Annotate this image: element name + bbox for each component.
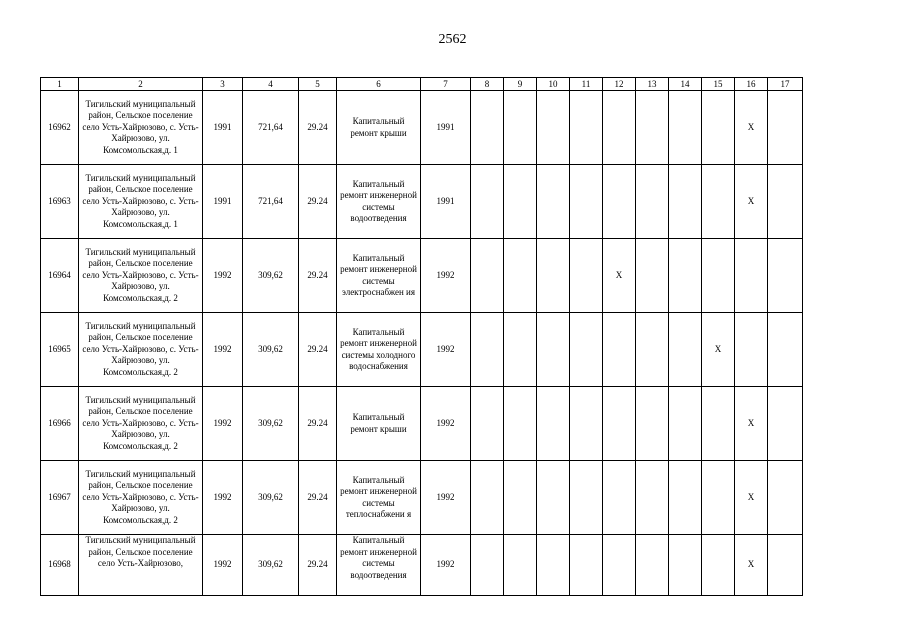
mark-cell-col-15: X: [702, 313, 735, 387]
mark-cell-col-15: [702, 91, 735, 165]
mark-cell-col-8: [471, 535, 504, 596]
mark-cell-col-10: [537, 313, 570, 387]
mark-cell-col-15: [702, 165, 735, 239]
mark-cell-col-9: [504, 387, 537, 461]
column-header: 2: [79, 78, 203, 91]
mark-cell-col-10: [537, 239, 570, 313]
mark-cell-col-17: [768, 387, 803, 461]
mark-cell-col-15: [702, 535, 735, 596]
mark-cell-col-17: [768, 91, 803, 165]
mark-cell-col-16: X: [735, 165, 768, 239]
column-header: 15: [702, 78, 735, 91]
area-cell: 721,64: [243, 91, 299, 165]
mark-cell-col-14: [669, 239, 702, 313]
address-cell: [79, 239, 203, 313]
mark-cell-col-12: [603, 313, 636, 387]
mark-cell-col-11: [570, 239, 603, 313]
column-header: 13: [636, 78, 669, 91]
mark-cell-col-13: [636, 239, 669, 313]
work-type-cell: [337, 165, 421, 239]
work-type-cell: [337, 91, 421, 165]
address-text: Тигильский муниципальный район, Сельское поселение село Усть-Хайрюзово, с. Усть-Хайрюзово, ул. Комсомольская,д. 1: [82, 98, 199, 155]
rate-cell: 29.24: [299, 387, 337, 461]
mark-cell-col-9: [504, 165, 537, 239]
mark-cell-col-13: [636, 387, 669, 461]
mark-cell-col-12: [603, 165, 636, 239]
mark-cell-col-16: X: [735, 387, 768, 461]
mark-cell-col-9: [504, 91, 537, 165]
mark-cell-col-14: [669, 535, 702, 596]
mark-cell-col-14: [669, 461, 702, 535]
build-year-cell: 1992: [203, 313, 243, 387]
mark-cell-col-17: [768, 313, 803, 387]
mark-cell-col-13: [636, 461, 669, 535]
mark-cell-col-10: [537, 387, 570, 461]
mark-cell-col-17: [768, 535, 803, 596]
area-cell: 309,62: [243, 313, 299, 387]
column-header: 5: [299, 78, 337, 91]
mark-cell-col-11: [570, 387, 603, 461]
area-cell: 309,62: [243, 239, 299, 313]
record-id-cell: 16965: [41, 313, 79, 387]
year-cell: 1991: [421, 165, 471, 239]
mark-cell-col-13: [636, 165, 669, 239]
mark-cell-col-11: [570, 91, 603, 165]
build-year-cell: 1991: [203, 165, 243, 239]
column-header: 9: [504, 78, 537, 91]
mark-cell-col-17: [768, 165, 803, 239]
build-year-cell: 1992: [203, 387, 243, 461]
work-type-text: Капитальный ремонт инженерной системы холодного водоснабжения: [340, 326, 417, 371]
mark-cell-col-14: [669, 91, 702, 165]
table-row: [41, 313, 803, 387]
record-id-cell: 16967: [41, 461, 79, 535]
column-header: 4: [243, 78, 299, 91]
mark-cell-col-12: [603, 535, 636, 596]
work-type-text: Капитальный ремонт инженерной системы водоотведения: [340, 178, 417, 223]
table-row: [41, 535, 803, 596]
mark-cell-col-10: [537, 91, 570, 165]
work-type-cell: [337, 239, 421, 313]
mark-cell-col-11: [570, 535, 603, 596]
work-type-cell: [337, 387, 421, 461]
column-header: 14: [669, 78, 702, 91]
area-cell: 309,62: [243, 461, 299, 535]
address-cell: [79, 387, 203, 461]
work-type-text: Капитальный ремонт крыши: [350, 116, 407, 138]
address-text: Тигильский муниципальный район, Сельское поселение село Усть-Хайрюзово, с. Усть-Хайрюзово, ул. Комсомольская,д. 2: [82, 468, 199, 525]
mark-cell-col-14: [669, 387, 702, 461]
rate-cell: 29.24: [299, 313, 337, 387]
work-type-cell: [337, 535, 421, 596]
area-cell: 309,62: [243, 535, 299, 596]
mark-cell-col-8: [471, 239, 504, 313]
table-row: [41, 461, 803, 535]
year-cell: 1992: [421, 535, 471, 596]
address-text: Тигильский муниципальный район, Сельское поселение село Усть-Хайрюзово, с. Усть-Хайрюзово, ул. Комсомольская,д. 1: [82, 172, 199, 229]
year-cell: 1992: [421, 461, 471, 535]
mark-cell-col-16: X: [735, 535, 768, 596]
column-number-row: [41, 78, 803, 91]
year-cell: 1992: [421, 387, 471, 461]
column-header: 8: [471, 78, 504, 91]
address-cell: [79, 461, 203, 535]
build-year-cell: 1991: [203, 91, 243, 165]
mark-cell-col-12: [603, 91, 636, 165]
table-row: [41, 165, 803, 239]
build-year-cell: 1992: [203, 461, 243, 535]
address-cell: [79, 535, 203, 596]
rate-cell: 29.24: [299, 535, 337, 596]
mark-cell-col-15: [702, 387, 735, 461]
table-row: [41, 239, 803, 313]
build-year-cell: 1992: [203, 535, 243, 596]
register-table: [40, 77, 803, 596]
mark-cell-col-16: X: [735, 461, 768, 535]
record-id-cell: 16963: [41, 165, 79, 239]
mark-cell-col-16: X: [735, 91, 768, 165]
mark-cell-col-17: [768, 461, 803, 535]
year-cell: 1992: [421, 313, 471, 387]
mark-cell-col-8: [471, 91, 504, 165]
work-type-text: Капитальный ремонт инженерной системы электроснабжен ия: [340, 252, 417, 297]
mark-cell-col-11: [570, 461, 603, 535]
area-cell: 309,62: [243, 387, 299, 461]
year-cell: 1992: [421, 239, 471, 313]
mark-cell-col-10: [537, 165, 570, 239]
column-header: 11: [570, 78, 603, 91]
mark-cell-col-15: [702, 461, 735, 535]
mark-cell-col-15: [702, 239, 735, 313]
column-header: 6: [337, 78, 421, 91]
rate-cell: 29.24: [299, 239, 337, 313]
table-row: [41, 91, 803, 165]
mark-cell-col-9: [504, 535, 537, 596]
page-number: 2562: [438, 32, 467, 47]
work-type-text: Капитальный ремонт инженерной системы теплоснабжени я: [340, 474, 417, 519]
mark-cell-col-10: [537, 535, 570, 596]
mark-cell-col-8: [471, 461, 504, 535]
column-header: 16: [735, 78, 768, 91]
address-text: Тигильский муниципальный район, Сельское поселение село Усть-Хайрюзово,: [85, 535, 196, 568]
address-text: Тигильский муниципальный район, Сельское поселение село Усть-Хайрюзово, с. Усть-Хайрюзово, ул. Комсомольская,д. 2: [82, 320, 199, 377]
mark-cell-col-12: [603, 461, 636, 535]
mark-cell-col-11: [570, 165, 603, 239]
mark-cell-col-12: [603, 387, 636, 461]
column-header: 3: [203, 78, 243, 91]
mark-cell-col-14: [669, 313, 702, 387]
address-cell: [79, 91, 203, 165]
area-cell: 721,64: [243, 165, 299, 239]
mark-cell-col-8: [471, 165, 504, 239]
mark-cell-col-12: X: [603, 239, 636, 313]
mark-cell-col-13: [636, 535, 669, 596]
table-body: [41, 78, 803, 596]
column-header: 17: [768, 78, 803, 91]
year-cell: 1991: [421, 91, 471, 165]
work-type-text: Капитальный ремонт крыши: [350, 412, 407, 434]
address-text: Тигильский муниципальный район, Сельское поселение село Усть-Хайрюзово, с. Усть-Хайрюзово, ул. Комсомольская,д. 2: [82, 394, 199, 451]
column-header: 12: [603, 78, 636, 91]
record-id-cell: 16968: [41, 535, 79, 596]
column-header: 10: [537, 78, 570, 91]
record-id-cell: 16966: [41, 387, 79, 461]
column-header: 7: [421, 78, 471, 91]
work-type-cell: [337, 461, 421, 535]
mark-cell-col-13: [636, 313, 669, 387]
column-header: 1: [41, 78, 79, 91]
mark-cell-col-13: [636, 91, 669, 165]
address-cell: [79, 313, 203, 387]
record-id-cell: 16964: [41, 239, 79, 313]
rate-cell: 29.24: [299, 461, 337, 535]
address-cell: [79, 165, 203, 239]
mark-cell-col-11: [570, 313, 603, 387]
mark-cell-col-14: [669, 165, 702, 239]
build-year-cell: 1992: [203, 239, 243, 313]
mark-cell-col-16: [735, 239, 768, 313]
mark-cell-col-16: [735, 313, 768, 387]
address-text: Тигильский муниципальный район, Сельское поселение село Усть-Хайрюзово, с. Усть-Хайрюзово, ул. Комсомольская,д. 2: [82, 246, 199, 303]
rate-cell: 29.24: [299, 91, 337, 165]
mark-cell-col-9: [504, 239, 537, 313]
table-row: [41, 387, 803, 461]
mark-cell-col-10: [537, 461, 570, 535]
mark-cell-col-17: [768, 239, 803, 313]
rate-cell: 29.24: [299, 165, 337, 239]
mark-cell-col-9: [504, 461, 537, 535]
mark-cell-col-9: [504, 313, 537, 387]
work-type-text: Капитальный ремонт инженерной системы водоотведения: [340, 535, 417, 580]
record-id-cell: 16962: [41, 91, 79, 165]
mark-cell-col-8: [471, 313, 504, 387]
mark-cell-col-8: [471, 387, 504, 461]
work-type-cell: [337, 313, 421, 387]
